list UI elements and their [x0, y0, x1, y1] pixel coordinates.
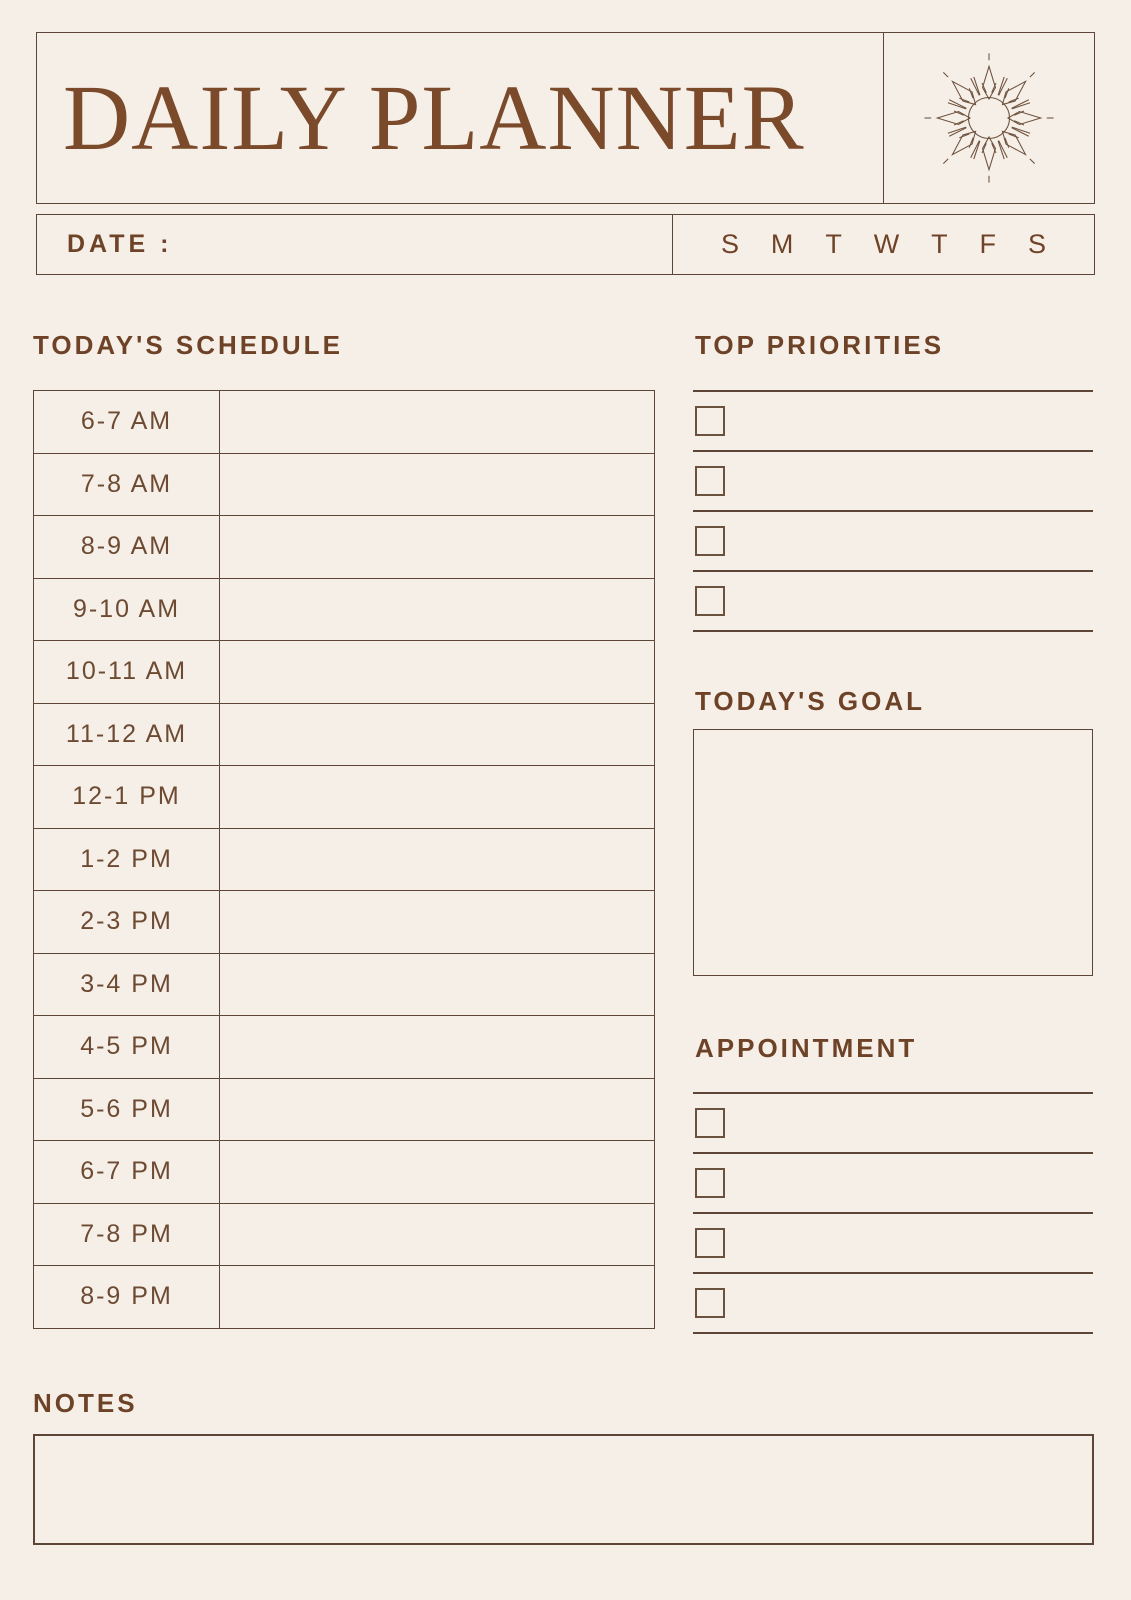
- schedule-row: [34, 515, 654, 578]
- priority-checkbox[interactable]: [695, 526, 725, 556]
- priority-write-area[interactable]: [725, 572, 1093, 630]
- date-input-area[interactable]: [172, 215, 672, 274]
- priorities-heading: TOP PRIORITIES: [695, 330, 945, 360]
- day-letter-tuesday[interactable]: T: [825, 229, 842, 259]
- date-cell: [37, 215, 672, 274]
- schedule-row: [34, 391, 654, 453]
- title-cell: [37, 33, 883, 203]
- schedule-row: [34, 640, 654, 703]
- schedule-row: [34, 703, 654, 766]
- schedule-row: [34, 765, 654, 828]
- priority-item: [693, 390, 1093, 450]
- goal-write-box[interactable]: [693, 729, 1093, 976]
- time-label: 6-7 AM: [34, 391, 220, 453]
- schedule-entry-area[interactable]: [220, 1141, 654, 1203]
- priority-write-area[interactable]: [725, 392, 1093, 450]
- time-label: 12-1 PM: [34, 766, 220, 828]
- schedule-table: [33, 390, 655, 1329]
- schedule-row: [34, 1015, 654, 1078]
- schedule-entry-area[interactable]: [220, 704, 654, 766]
- time-label: 8-9 AM: [34, 516, 220, 578]
- schedule-row: [34, 828, 654, 891]
- day-letter-wednesday[interactable]: W: [873, 229, 900, 259]
- appointment-item: [693, 1272, 1093, 1332]
- time-label: 11-12 AM: [34, 704, 220, 766]
- schedule-entry-area[interactable]: [220, 516, 654, 578]
- schedule-entry-area[interactable]: [220, 391, 654, 453]
- appointment-write-area[interactable]: [725, 1274, 1093, 1332]
- day-letter-friday[interactable]: F: [979, 229, 997, 259]
- time-label: 9-10 AM: [34, 579, 220, 641]
- priority-write-area[interactable]: [725, 452, 1093, 510]
- appointment-write-area[interactable]: [725, 1154, 1093, 1212]
- schedule-row: [34, 890, 654, 953]
- schedule-entry-area[interactable]: [220, 454, 654, 516]
- appointment-write-area[interactable]: [725, 1214, 1093, 1272]
- appointment-checkbox[interactable]: [695, 1228, 725, 1258]
- sun-icon: [913, 42, 1065, 194]
- time-label: 5-6 PM: [34, 1079, 220, 1141]
- date-label: DATE :: [67, 230, 173, 258]
- priority-item: [693, 450, 1093, 510]
- time-label: 8-9 PM: [34, 1266, 220, 1328]
- schedule-entry-area[interactable]: [220, 1204, 654, 1266]
- schedule-row: [34, 953, 654, 1016]
- priority-write-area[interactable]: [725, 512, 1093, 570]
- time-label: 10-11 AM: [34, 641, 220, 703]
- day-letter-saturday[interactable]: S: [1027, 229, 1046, 259]
- schedule-entry-area[interactable]: [220, 1266, 654, 1328]
- priority-item: [693, 510, 1093, 570]
- notes-write-box[interactable]: [33, 1434, 1094, 1545]
- appointment-item: [693, 1152, 1093, 1212]
- day-letter-thursday[interactable]: T: [931, 229, 948, 259]
- appointment-checkbox[interactable]: [695, 1288, 725, 1318]
- day-letter-sunday[interactable]: S: [721, 229, 740, 259]
- time-label: 3-4 PM: [34, 954, 220, 1016]
- schedule-entry-area[interactable]: [220, 641, 654, 703]
- time-label: 7-8 AM: [34, 454, 220, 516]
- schedule-heading: TODAY'S SCHEDULE: [33, 330, 343, 360]
- schedule-row: [34, 1078, 654, 1141]
- schedule-entry-area[interactable]: [220, 766, 654, 828]
- schedule-row: [34, 1140, 654, 1203]
- priorities-list: [693, 390, 1093, 632]
- appointment-item: [693, 1092, 1093, 1152]
- weekday-selector: [672, 215, 1094, 274]
- schedule-row: [34, 1265, 654, 1328]
- appointment-list: [693, 1092, 1093, 1334]
- priority-checkbox[interactable]: [695, 586, 725, 616]
- schedule-entry-area[interactable]: [220, 579, 654, 641]
- date-band: [36, 214, 1095, 275]
- schedule-row: [34, 453, 654, 516]
- day-letter-monday[interactable]: M: [770, 229, 794, 259]
- schedule-entry-area[interactable]: [220, 1079, 654, 1141]
- schedule-entry-area[interactable]: [220, 954, 654, 1016]
- schedule-entry-area[interactable]: [220, 891, 654, 953]
- appointment-checkbox[interactable]: [695, 1108, 725, 1138]
- goal-heading: TODAY'S GOAL: [695, 686, 925, 716]
- page-title: DAILY PLANNER: [63, 66, 805, 170]
- time-label: 7-8 PM: [34, 1204, 220, 1266]
- header: [36, 32, 1095, 204]
- priority-item: [693, 570, 1093, 630]
- time-label: 1-2 PM: [34, 829, 220, 891]
- schedule-row: [34, 578, 654, 641]
- time-label: 6-7 PM: [34, 1141, 220, 1203]
- appointment-item: [693, 1212, 1093, 1272]
- appointment-checkbox[interactable]: [695, 1168, 725, 1198]
- appointment-write-area[interactable]: [725, 1094, 1093, 1152]
- priority-checkbox[interactable]: [695, 406, 725, 436]
- schedule-row: [34, 1203, 654, 1266]
- time-label: 2-3 PM: [34, 891, 220, 953]
- appointment-heading: APPOINTMENT: [695, 1033, 918, 1063]
- schedule-entry-area[interactable]: [220, 829, 654, 891]
- time-label: 4-5 PM: [34, 1016, 220, 1078]
- notes-heading: NOTES: [33, 1388, 138, 1418]
- sun-cell: [883, 33, 1094, 203]
- priority-checkbox[interactable]: [695, 466, 725, 496]
- schedule-entry-area[interactable]: [220, 1016, 654, 1078]
